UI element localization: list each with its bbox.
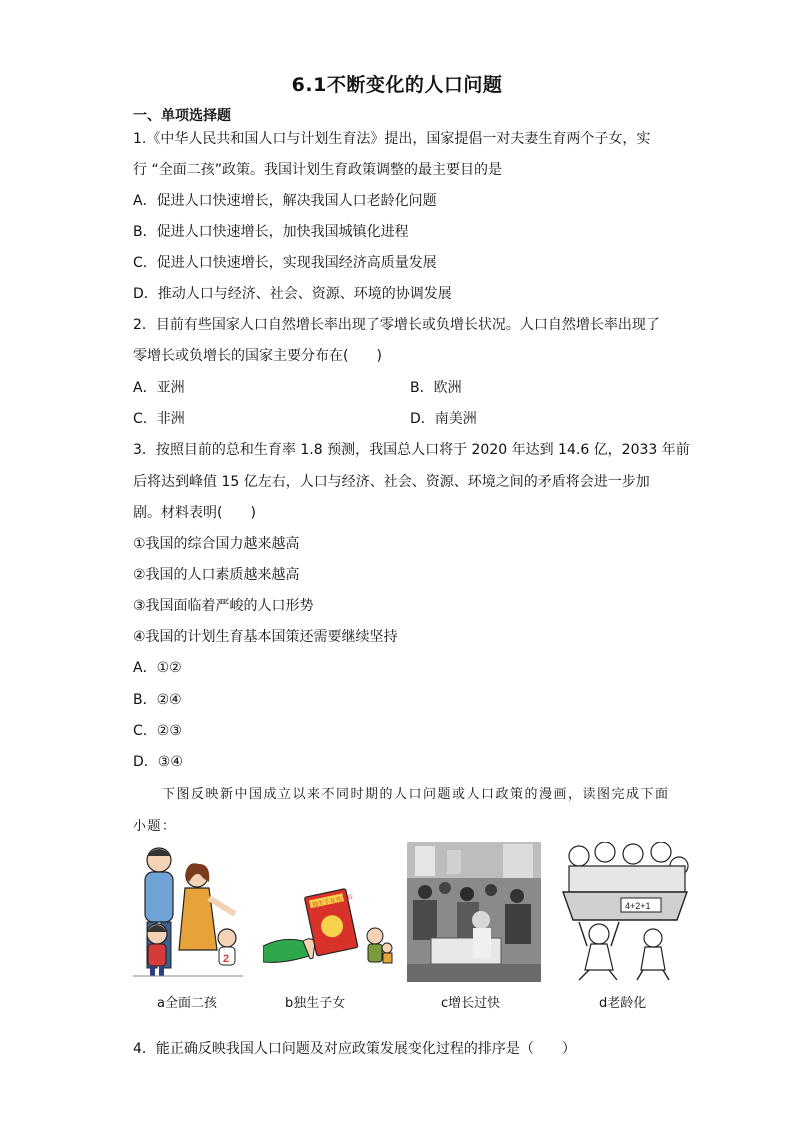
q2-option-b: B．欧洲 <box>410 380 462 396</box>
q3-statement-2: ②我国的人口素质越来越高 <box>133 567 300 583</box>
q1-option-c: C．促进人口快速增长，实现我国经济高质量发展 <box>133 255 437 271</box>
figure-b-label: b独生子女 <box>285 996 346 1011</box>
q3-stem-line-3: 剧。材料表明( ) <box>133 505 256 521</box>
q1-option-b: B．促进人口快速增长，加快我国城镇化进程 <box>133 224 409 240</box>
q1-stem-line-1: 1.《中华人民共和国人口与计划生育法》提出，国家提倡一对夫妻生育两个子女，实 <box>133 131 651 147</box>
figure-intro-line-2: 小题： <box>133 819 177 834</box>
figure-c-rapid-growth <box>407 842 541 982</box>
q2-option-c: C．非洲 <box>133 411 185 427</box>
family-cartoon-icon <box>133 838 243 978</box>
figure-a-label: a全面二孩 <box>157 996 217 1011</box>
aging-sign-text: 4+2+1 <box>625 901 651 911</box>
figure-intro-line-1: 下图反映新中国成立以来不同时期的人口问题或人口政策的漫画，读图完成下面 <box>162 787 670 802</box>
q3-stem-line-1: 3．按照目前的总和生育率 1.8 预测，我国总人口将于 2020 年达到 14.6 亿，2033 年前 <box>133 442 690 458</box>
crowd-photo-icon <box>407 842 541 982</box>
q3-option-b: B．②④ <box>133 692 182 708</box>
certificate-cartoon-icon <box>263 886 395 976</box>
page-title: 6.1不断变化的人口问题 <box>291 74 503 96</box>
figure-a-two-child-family <box>133 838 243 978</box>
q3-statement-1: ①我国的综合国力越来越高 <box>133 536 300 552</box>
q2-option-d: D．南美洲 <box>410 411 477 427</box>
figure-d-aging <box>557 842 693 982</box>
q1-option-a: A．促进人口快速增长，解决我国人口老龄化问题 <box>133 193 437 209</box>
q3-stem-line-2: 后将达到峰值 15 亿左右，人口与经济、社会、资源、环境之间的矛盾将会进一步加 <box>133 474 650 490</box>
figure-b-one-child <box>263 886 395 976</box>
aging-cartoon-icon <box>557 842 693 982</box>
q2-option-a: A．亚洲 <box>133 380 185 396</box>
q1-option-d: D．推动人口与经济、社会、资源、环境的协调发展 <box>133 286 452 302</box>
q3-option-c: C．②③ <box>133 723 182 739</box>
q3-option-a: A．①② <box>133 660 182 676</box>
figure-c-label: c增长过快 <box>441 996 501 1011</box>
cartoon-figures <box>133 838 693 1018</box>
q3-statement-3: ③我国面临着严峻的人口形势 <box>133 598 314 614</box>
section-heading: 一、单项选择题 <box>133 108 231 124</box>
q2-stem-line-2: 零增长或负增长的国家主要分布在( ) <box>133 348 382 364</box>
q4-stem-line-1: 4．能正确反映我国人口问题及对应政策发展变化过程的排序是（ ） <box>133 1041 576 1057</box>
certificate-text: 独生子女光荣证 <box>311 893 355 909</box>
q3-option-d: D．③④ <box>133 754 183 770</box>
q3-statement-4: ④我国的计划生育基本国策还需要继续坚持 <box>133 629 398 645</box>
svg-text:2: 2 <box>223 953 230 965</box>
q1-stem-line-2: 行 “全面二孩”政策。我国计划生育政策调整的最主要目的是 <box>133 162 502 178</box>
figure-d-label: d老龄化 <box>599 996 647 1011</box>
q2-stem-line-1: 2．目前有些国家人口自然增长率出现了零增长或负增长状况。人口自然增长率出现了 <box>133 317 660 333</box>
